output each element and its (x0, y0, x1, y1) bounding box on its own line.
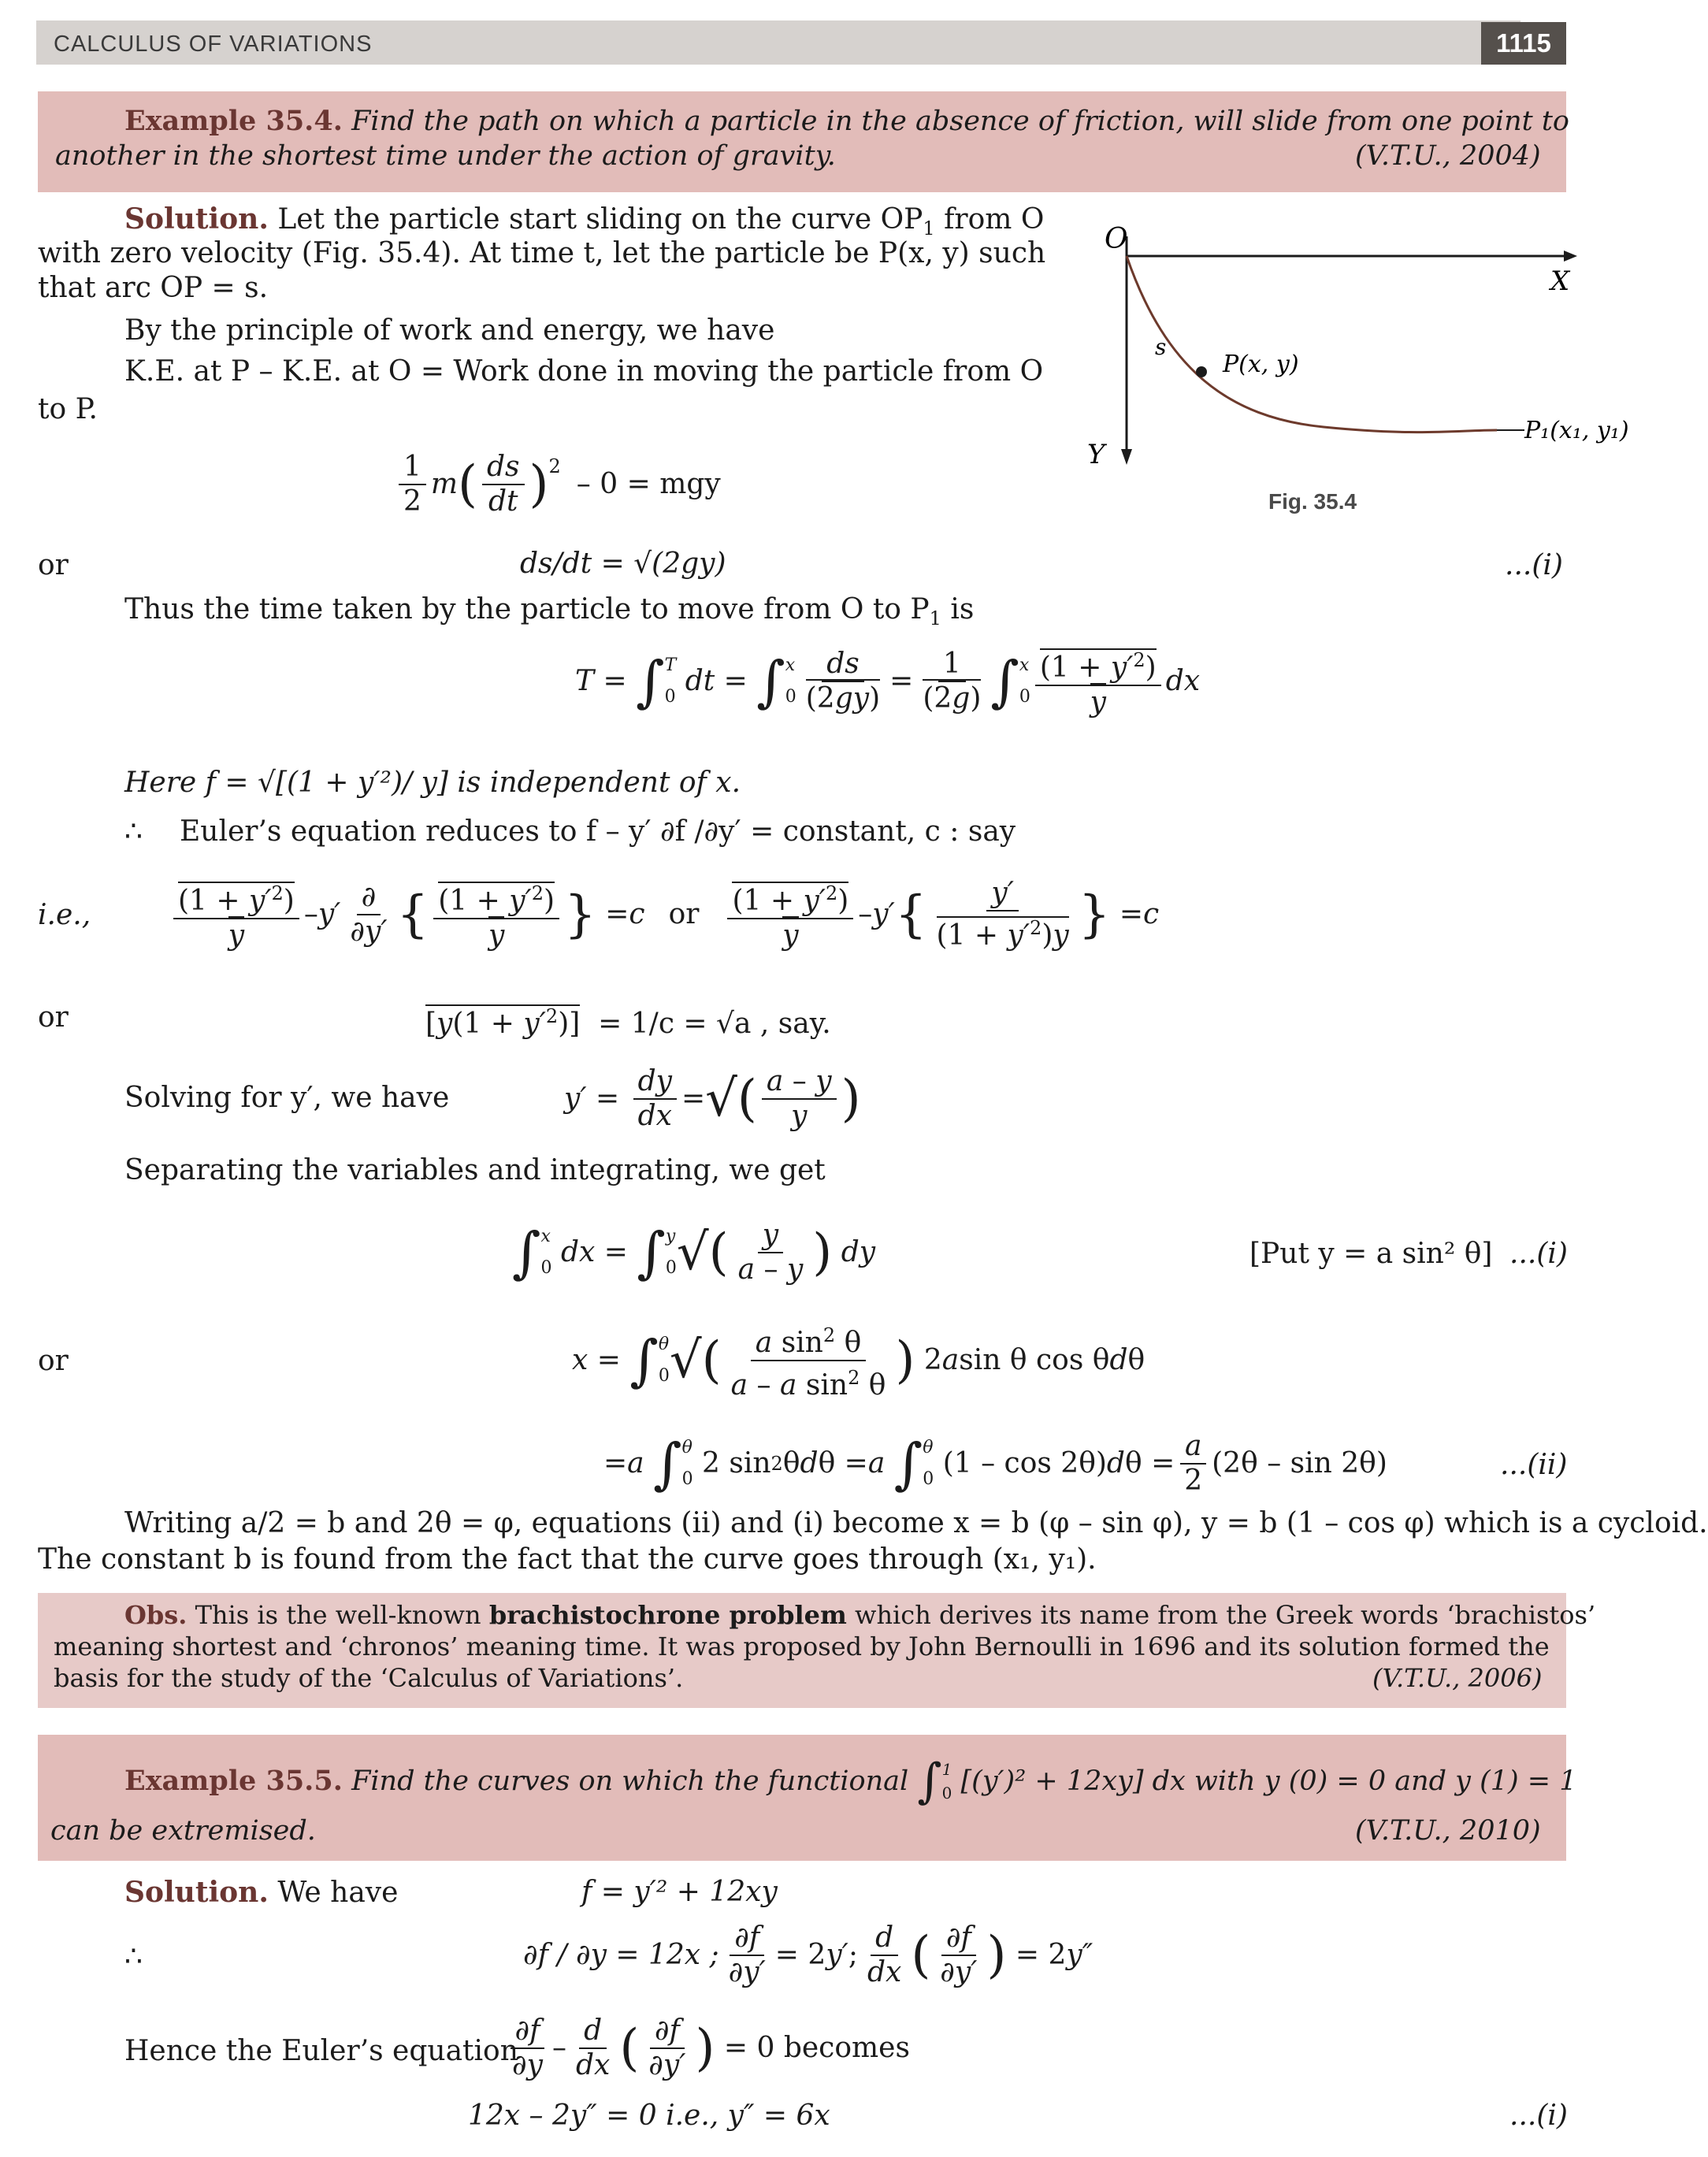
energy-equation: 1 2 m ( ds dt ) $^2$ – 0 = mgy (394, 449, 721, 520)
therefore-symbol-1: ∴ (124, 815, 143, 848)
sqrt-a-equation: $[y(1 + y'^2)] = 1/c = √a$ , say. (425, 1005, 831, 1040)
solution-para-1-line-2: with zero velocity (Fig. 35.4). At time t, let the particle be P(x, y) such (38, 237, 1046, 269)
partial-derivatives-equation: ∂f / ∂y = 12x ; ∂f ∂y′ = 2 y′ ; d dx ( ∂f ∂y′ ) = 2 y″ (523, 1921, 1093, 1988)
figure-35-4 (1087, 213, 1629, 528)
figure-caption: Fig. 35.4 (1268, 489, 1357, 514)
observation-line-3: basis for the study of the ‘Calculus of Variations’. (54, 1663, 684, 1693)
equation-number-i: ...(i) (1505, 549, 1563, 581)
dx-integral-equation: ∫ x 0 dx = ∫ y 0 √ ( y a – y ) dy (512, 1219, 876, 1286)
euler-reduces-text: Euler’s equation reduces to f – y′ ∂f /∂y′ = constant, c : say (180, 815, 1016, 848)
work-energy-statement: K.E. at P – K.E. at O = Work done in moving the particle from O (124, 355, 1044, 388)
or-label-1: or (38, 549, 69, 581)
solving-text: Solving for y′, we have (124, 1082, 450, 1114)
example-35-5-source: (V.T.U., 2010) (1355, 1815, 1541, 1847)
brachistochrone-curve (1127, 256, 1497, 433)
equation-number-i-2: ...(i) (1509, 1238, 1568, 1270)
integral-result-equation: = a ∫ θ 0 2 sin 2 θ d θ = a ∫ θ 0 (1 – cos 2θ) d θ = a 2 (2θ – sin 2θ) (603, 1430, 1387, 1497)
therefore-symbol-2: ∴ (124, 1940, 143, 1973)
time-taken-text: Thus the time taken by the particle to move from O to $P_1$ is (124, 593, 975, 630)
observation-source: (V.T.U., 2006) (1372, 1663, 1543, 1693)
ds-dt-equation: ds/dt = √(2gy) (520, 548, 726, 580)
point-p (1196, 366, 1207, 377)
or-label-2: or (38, 1001, 69, 1034)
time-integral-equation: T = ∫ T 0 dt = ∫ x 0 ds (2gy) = 1 (2g) ∫ x 0 $(1 + y'^2)$ y dx (575, 638, 1200, 725)
equation-number-i-3: ...(i) (1509, 2099, 1568, 2132)
observation-line-2: meaning shortest and ‘chronos’ meaning time. It was proposed by John Bernoulli in 1696 and its solution formed the (54, 1632, 1550, 1661)
final-equation: 12x – 2y″ = 0 i.e., y″ = 6x (468, 2099, 830, 2132)
example-35-4-statement-cont: another in the shortest time under the action of gravity. (55, 140, 836, 172)
arc-s-label: s (1155, 334, 1167, 360)
work-energy-statement-cont: to P. (38, 393, 98, 425)
cycloid-text: Writing a/2 = b and 2θ = φ, equations (ii) and (i) become x = b (φ – sin φ), y = b (1 – cos φ) which is a cycloid. (124, 1507, 1708, 1539)
x-theta-integral-equation: x = ∫ θ 0 √ ( a $\sin^2 \theta$ a – a $\sin^2 \theta$ ) 2 a sin θ cos θ d θ (572, 1309, 1145, 1412)
cycloid-text-cont: The constant b is found from the fact that the curve goes through (x₁, y₁). (38, 1543, 1097, 1576)
euler-substitution-equation: $(1 + y'^2)$ y – y′ ∂ ∂y′ { $(1 + y'^2)$ y } = c or $(1 + y'^2)$ y – y′ { y′ $(1 + y'^2)y$ } = c (169, 863, 1159, 966)
example-35-4-source: (V.T.U., 2004) (1355, 140, 1541, 172)
example-35-5-statement: Example 35.5. Find the curves on which the functional ∫ 1 0 [(y′)² + 12xy] dx with y (0) = 0 and y (1) = 1 (124, 1754, 1577, 1809)
y-prime-equation: y′ = dy dx = √ ( a – y y ) (564, 1065, 861, 1132)
page-number: 1115 (1481, 22, 1566, 65)
x-axis-arrow (1564, 251, 1577, 262)
equation-number-ii: ...(ii) (1500, 1449, 1568, 1481)
origin-label: O (1105, 223, 1128, 255)
ie-label: i.e., (38, 899, 91, 931)
or-label-3: or (38, 1345, 69, 1377)
solution-para-1-line-3: that arc OP = s. (38, 272, 269, 304)
y-axis-arrow (1121, 449, 1132, 465)
f-definition: f = y′² + 12xy (581, 1876, 778, 1908)
work-energy-text: By the principle of work and energy, we have (124, 314, 775, 347)
point-p1-label: P₁(x₁, y₁) (1524, 417, 1629, 444)
here-f-text: Here f = √[(1 + y′²)/ y] is independent of x. (124, 767, 741, 799)
running-header-title: CALCULUS OF VARIATIONS (54, 32, 373, 57)
hence-euler-text: Hence the Euler’s equation (124, 2035, 518, 2067)
example-35-5-statement-cont: can be extremised. (50, 1815, 316, 1847)
solution-35-5-intro: Solution. We have (124, 1876, 399, 1909)
x-axis-label: X (1550, 265, 1570, 297)
substitution-note: [Put y = a sin² θ] (1249, 1238, 1493, 1270)
point-p-label: P(x, y) (1223, 351, 1299, 378)
euler-equation: ∂f ∂y – d dx ( ∂f ∂y′ ) = 0 becomes (503, 2009, 910, 2088)
observation-line-1: Obs. This is the well-known brachistochrone problem which derives its name from the Greek words ‘brachistos’ (124, 1600, 1596, 1630)
solution-para-1: Solution. Let the particle start sliding on the curve $OP_1$ from O (124, 202, 1045, 240)
example-35-4-statement: Example 35.4. Find the path on which a particle in the absence of friction, will slide from one point to (124, 105, 1569, 137)
y-axis-label: Y (1087, 439, 1105, 470)
separating-text: Separating the variables and integrating, we get (124, 1154, 826, 1186)
